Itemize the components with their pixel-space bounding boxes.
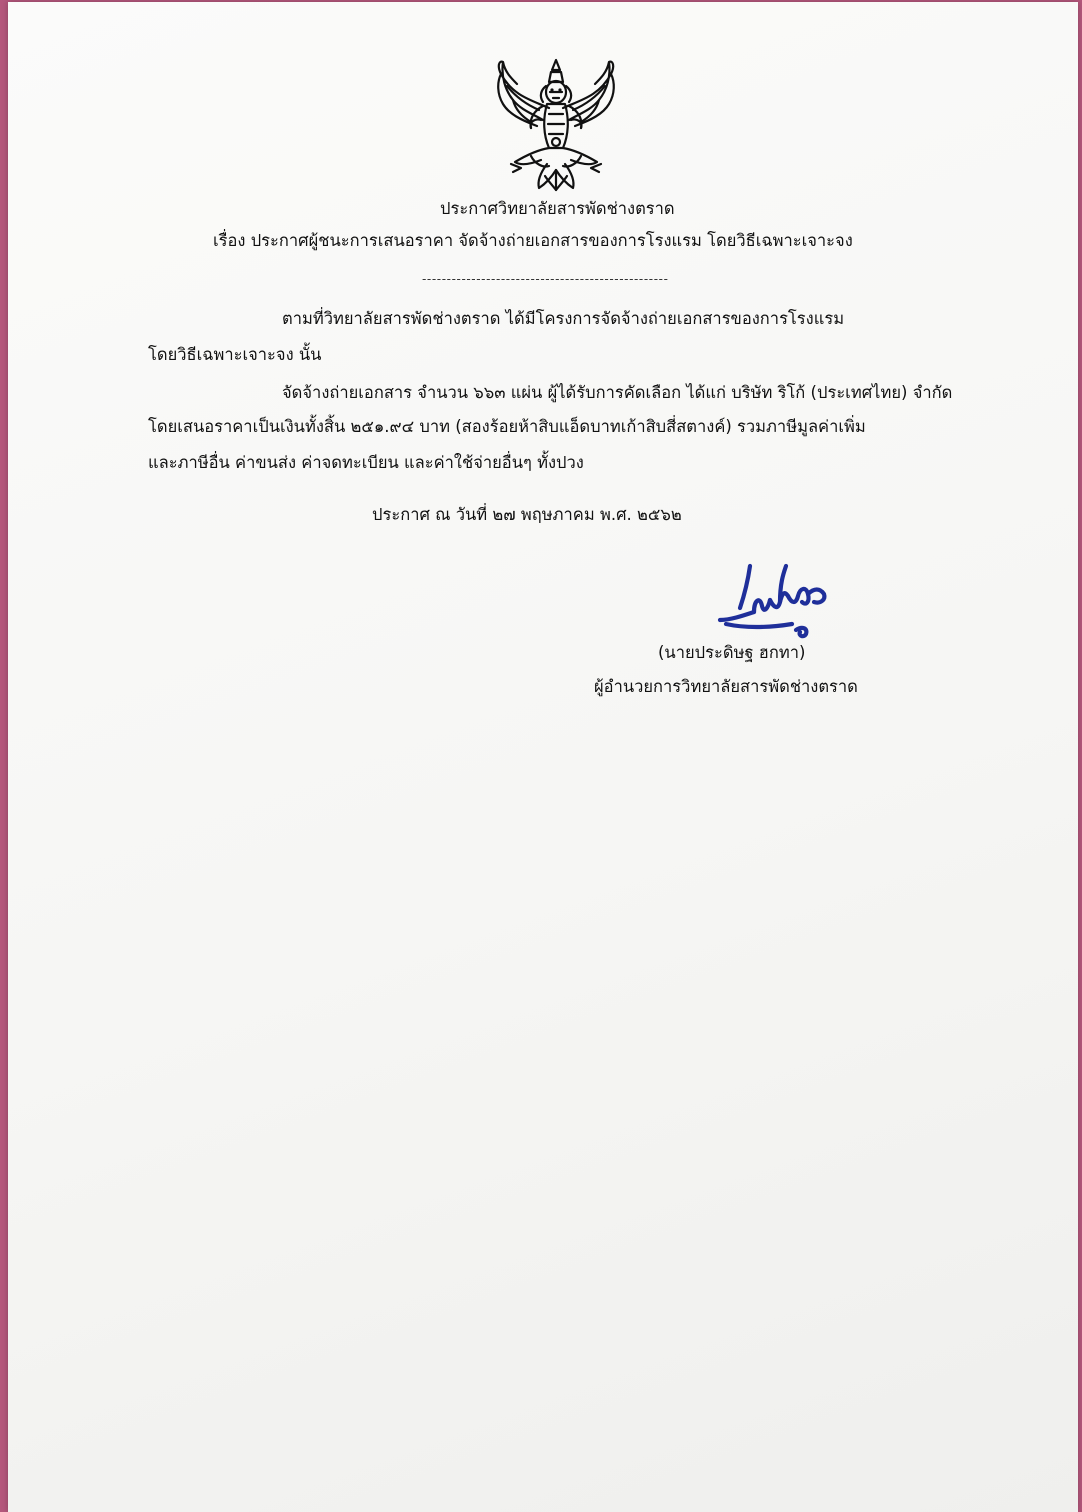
signatory-position: ผู้อำนวยการวิทยาลัยสารพัดช่างตราด — [594, 677, 858, 696]
title-separator: -------------------------------------------------- — [422, 272, 669, 286]
paragraph-1-line-1: ตามที่วิทยาลัยสารพัดช่างตราด ได้มีโครงการจัดจ้างถ่ายเอกสารของการโรงแรม — [282, 309, 845, 328]
announcement-subject: เรื่อง ประกาศผู้ชนะการเสนอราคา จัดจ้างถ่ายเอกสารของการโรงแรม โดยวิธีเฉพาะเจาะจง — [213, 231, 853, 250]
paragraph-1-line-2: โดยวิธีเฉพาะเจาะจง นั้น — [148, 345, 322, 364]
document-page — [8, 2, 1078, 1512]
announcement-title: ประกาศวิทยาลัยสารพัดช่างตราด — [440, 199, 675, 218]
signatory-name: (นายประดิษฐ ฮกทา) — [658, 643, 806, 662]
announcement-date: ประกาศ ณ วันที่ ๒๗ พฤษภาคม พ.ศ. ๒๕๖๒ — [372, 505, 682, 524]
garuda-emblem-icon — [491, 56, 621, 196]
handwritten-signature-icon — [714, 562, 842, 642]
paragraph-2-line-3: และภาษีอื่น ค่าขนส่ง ค่าจดทะเบียน และค่าใช้จ่ายอื่นๆ ทั้งปวง — [148, 453, 584, 472]
paragraph-2-line-1: จัดจ้างถ่ายเอกสาร จำนวน ๖๖๓ แผ่น ผู้ได้รับการคัดเลือก ได้แก่ บริษัท ริโก้ (ประเทศไทย) จำกัด — [282, 383, 953, 402]
paragraph-2-line-2: โดยเสนอราคาเป็นเงินทั้งสิ้น ๒๕๑.๙๔ บาท (สองร้อยห้าสิบแอ็ดบาทเก้าสิบสี่สตางค์) รวมภาษีมูลค่าเพิ่ม — [148, 417, 866, 436]
